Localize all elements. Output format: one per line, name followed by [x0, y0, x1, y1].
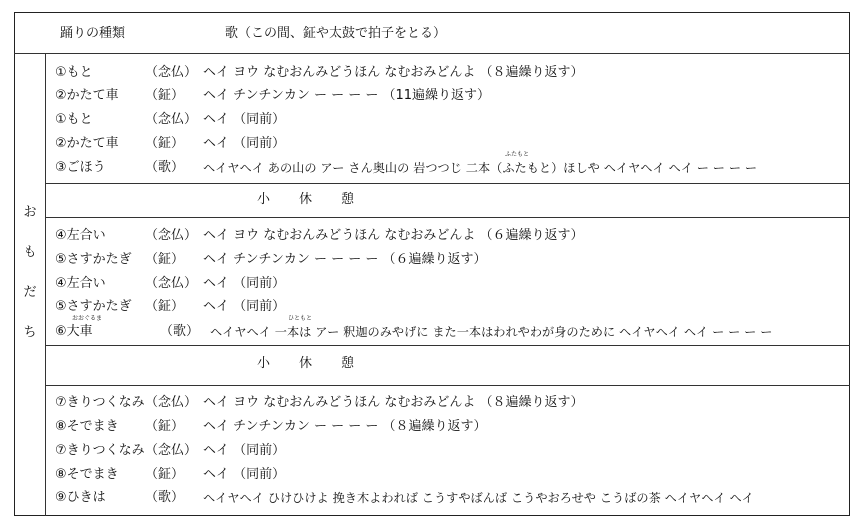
rest-divider-bottom-1 [45, 217, 850, 218]
name-ruby-annotation: おおぐるま [72, 315, 103, 322]
ruby-annotation: ふたもと [505, 151, 530, 158]
song-text: ヘイ （同前） [203, 112, 286, 127]
rest-divider-top-1 [45, 183, 850, 184]
side-label-char: お [23, 205, 37, 220]
song-text: ヘイヤヘイ 一本は アー 釈迦のみやげに また一本はわれやわが身のために ヘイヤヘイ ヘイ ー ー ー ー [210, 325, 773, 339]
dance-name: ⑤さすかたぎ [55, 252, 132, 267]
dance-kind: （歌） [145, 490, 185, 505]
rest-divider-bottom-2 [45, 385, 850, 386]
dance-name: ⑧そでまき [55, 419, 119, 434]
song-text: ヘイ チンチンカン ー ー ー ー （11遍繰り返す） [203, 88, 491, 103]
side-label-char: も [23, 245, 37, 260]
song-text: ヘイ ヨウ なむおんみどうほん なむおみどんよ （８遍繰り返す） [203, 65, 584, 80]
rest-label: 小 休 憩 [257, 356, 356, 371]
dance-kind: （鉦） [145, 252, 185, 267]
side-column-divider [45, 53, 46, 516]
song-text: ヘイ ヨウ なむおんみどうほん なむおみどんよ （６遍繰り返す） [203, 228, 584, 243]
dance-kind: （歌） [160, 324, 200, 339]
dance-name: ②かたて車 [55, 88, 119, 103]
side-label-char: だ [23, 285, 37, 300]
dance-name: ⑦きりつくなみ [55, 443, 145, 458]
side-label-omodachi [22, 205, 38, 365]
dance-kind: （歌） [145, 160, 185, 175]
dance-name: ⑦きりつくなみ [55, 395, 145, 410]
dance-kind: （念仏） [145, 276, 198, 291]
dance-name: ④左合い [55, 276, 106, 291]
dance-kind: （念仏） [145, 112, 198, 127]
song-text: ヘイ （同前） [203, 467, 286, 482]
dance-name: ⑧そでまき [55, 467, 119, 482]
header-divider [14, 53, 850, 54]
dance-name: ③ごほう [55, 160, 106, 175]
dance-name: ④左合い [55, 228, 106, 243]
header-dance-type: 踊りの種類 [60, 26, 126, 41]
dance-name: ⑨ひきは [55, 490, 106, 505]
dance-name: ⑥大車 [55, 324, 93, 339]
dance-name: ②かたて車 [55, 136, 119, 151]
dance-name: ⑤さすかたぎ [55, 299, 132, 314]
dance-name: ①もと [55, 65, 93, 80]
dance-kind: （鉦） [145, 136, 185, 151]
dance-kind: （念仏） [145, 228, 198, 243]
side-label-char: ち [23, 325, 37, 340]
song-text: ヘイヤヘイ ひけひけよ 挽き木よわれば こうすやばんば こうやおろせや こうばの茶 ヘイヤヘイ ヘイ [203, 491, 754, 505]
dance-kind: （鉦） [145, 419, 185, 434]
dance-name: ①もと [55, 112, 93, 127]
header-song: 歌（この間、鉦や太鼓で拍子をとる） [225, 26, 447, 41]
rest-label: 小 休 憩 [257, 192, 356, 207]
song-text: ヘイ チンチンカン ー ー ー ー （８遍繰り返す） [203, 419, 487, 434]
song-text: ヘイ （同前） [203, 276, 286, 291]
song-text: ヘイ （同前） [203, 136, 286, 151]
dance-kind: （鉦） [145, 467, 185, 482]
dance-kind: （鉦） [145, 299, 185, 314]
song-text: ヘイヤヘイ あの山の アー さん奥山の 岩つつじ 二本（ふたもと）ほしや ヘイヤヘイ ヘイ ー ー ー ー [203, 161, 758, 175]
ruby-annotation: ひともと [288, 315, 313, 322]
dance-kind: （念仏） [145, 395, 198, 410]
rest-divider-top-2 [45, 345, 850, 346]
dance-kind: （念仏） [145, 443, 198, 458]
song-text: ヘイ （同前） [203, 443, 286, 458]
dance-kind: （念仏） [145, 65, 198, 80]
song-text: ヘイ ヨウ なむおんみどうほん なむおみどんよ （８遍繰り返す） [203, 395, 584, 410]
song-text: ヘイ チンチンカン ー ー ー ー （６遍繰り返す） [203, 252, 487, 267]
dance-kind: （鉦） [145, 88, 185, 103]
song-text: ヘイ （同前） [203, 299, 286, 314]
